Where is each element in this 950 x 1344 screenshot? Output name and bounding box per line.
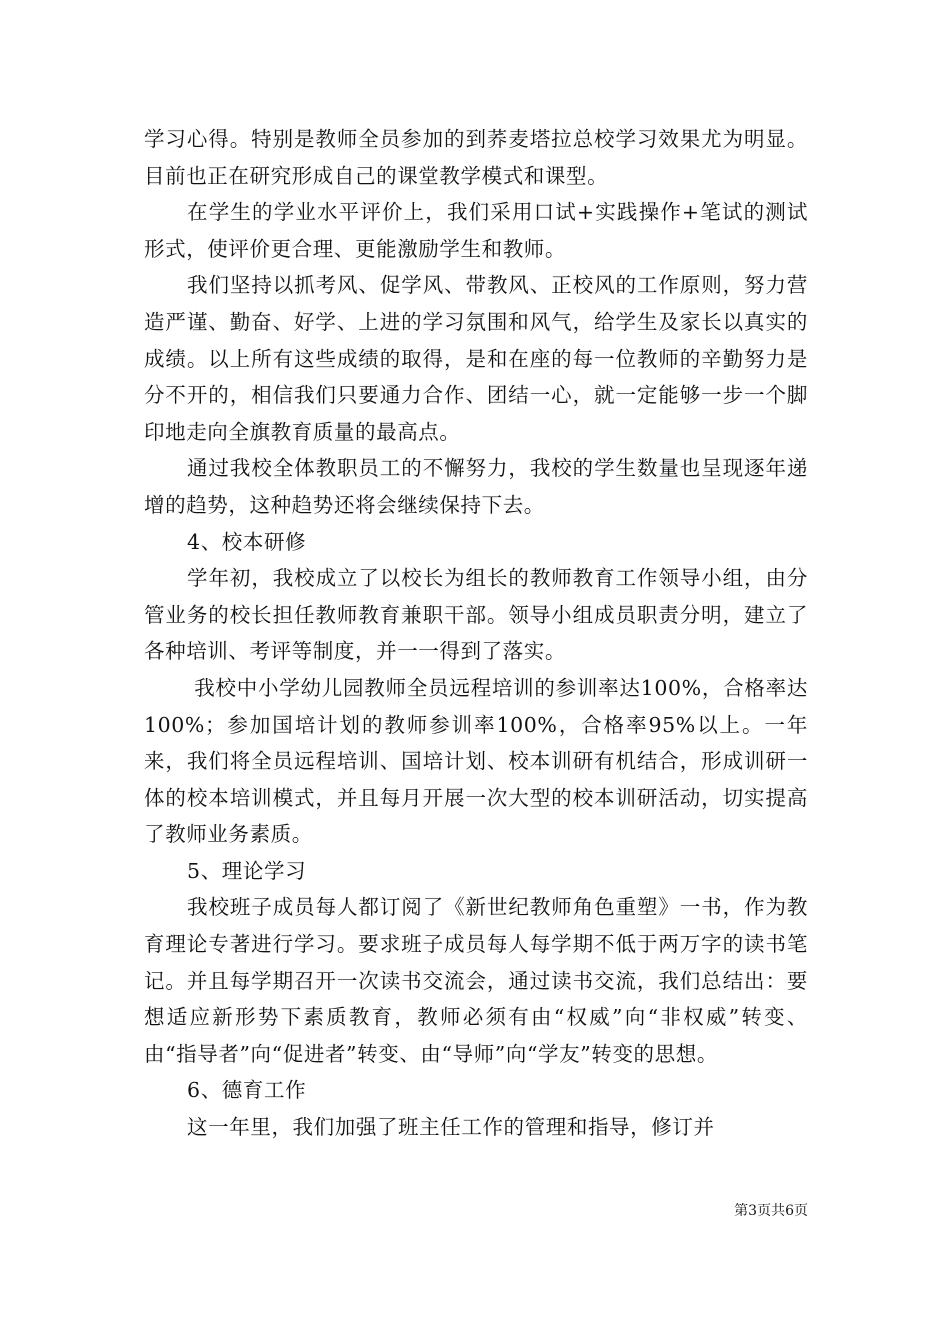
- section-heading-moral-education: 6、德育工作: [187, 1078, 307, 1103]
- paragraph-school-culture: 我们坚持以抓考风、促学风、带教风、正校风的工作原则，努力营造严谨、勤奋、好学、上进的学习氛围和风气，给学生及家长以真实的成绩。以上所有这些成绩的取得，是和在座的每一位教师的辛勤努力是分不开的，相信我们只要通力合作、团结一心，就一定能够一步一个脚印地走向全旗教育质量的最高点。: [144, 273, 808, 444]
- paragraph-assessment: 在学生的学业水平评价上，我们采用口试+实践操作+笔试的测试形式，使评价更合理、更能激励学生和教师。: [144, 200, 808, 261]
- document-body: [144, 121, 808, 1146]
- paragraph-continuation: 学习心得。特别是教师全员参加的到荞麦塔拉总校学习效果尤为明显。目前也正在研究形成自己的课堂教学模式和课型。: [144, 127, 808, 188]
- section-heading-school-training: 4、校本研修: [187, 529, 307, 554]
- paragraph-class-teacher: 这一年里，我们加强了班主任工作的管理和指导，修订并: [187, 1115, 715, 1140]
- paragraph-leadership-group: 学年初，我校成立了以校长为组长的教师教育工作领导小组，由分管业务的校长担任教师教育兼职干部。领导小组成员职责分明，建立了各种培训、考评等制度，并一一得到了落实。: [144, 566, 808, 664]
- paragraph-reading-notes: 我校班子成员每人都订阅了《新世纪教师角色重塑》一书，作为教育理论专著进行学习。要求班子成员每人每学期不低于两万字的读书笔记。并且每学期召开一次读书交流会，通过读书交流，我们总结出：要想适应新形势下素质教育，教师必须有由“权威”向“非权威”转变、由“指导者”向“促进者”转变、由“导师”向“学友”转变的思想。: [144, 895, 808, 1066]
- paragraph-training-rates: 我校中小学幼儿园教师全员远程培训的参训率达100%，合格率达100%；参加国培计划的教师参训率100%，合格率95%以上。一年来，我们将全员远程培训、国培计划、校本训研有机结合，形成训研一体的校本培训模式，并且每月开展一次大型的校本训研活动，切实提高了教师业务素质。: [144, 675, 808, 847]
- paragraph-enrollment: 通过我校全体教职员工的不懈努力，我校的学生数量也呈现逐年递增的趋势，这种趋势还将会继续保持下去。: [144, 456, 808, 517]
- page-number-footer: 第3页共6页: [734, 1203, 808, 1219]
- section-heading-theory-study: 5、理论学习: [187, 858, 307, 883]
